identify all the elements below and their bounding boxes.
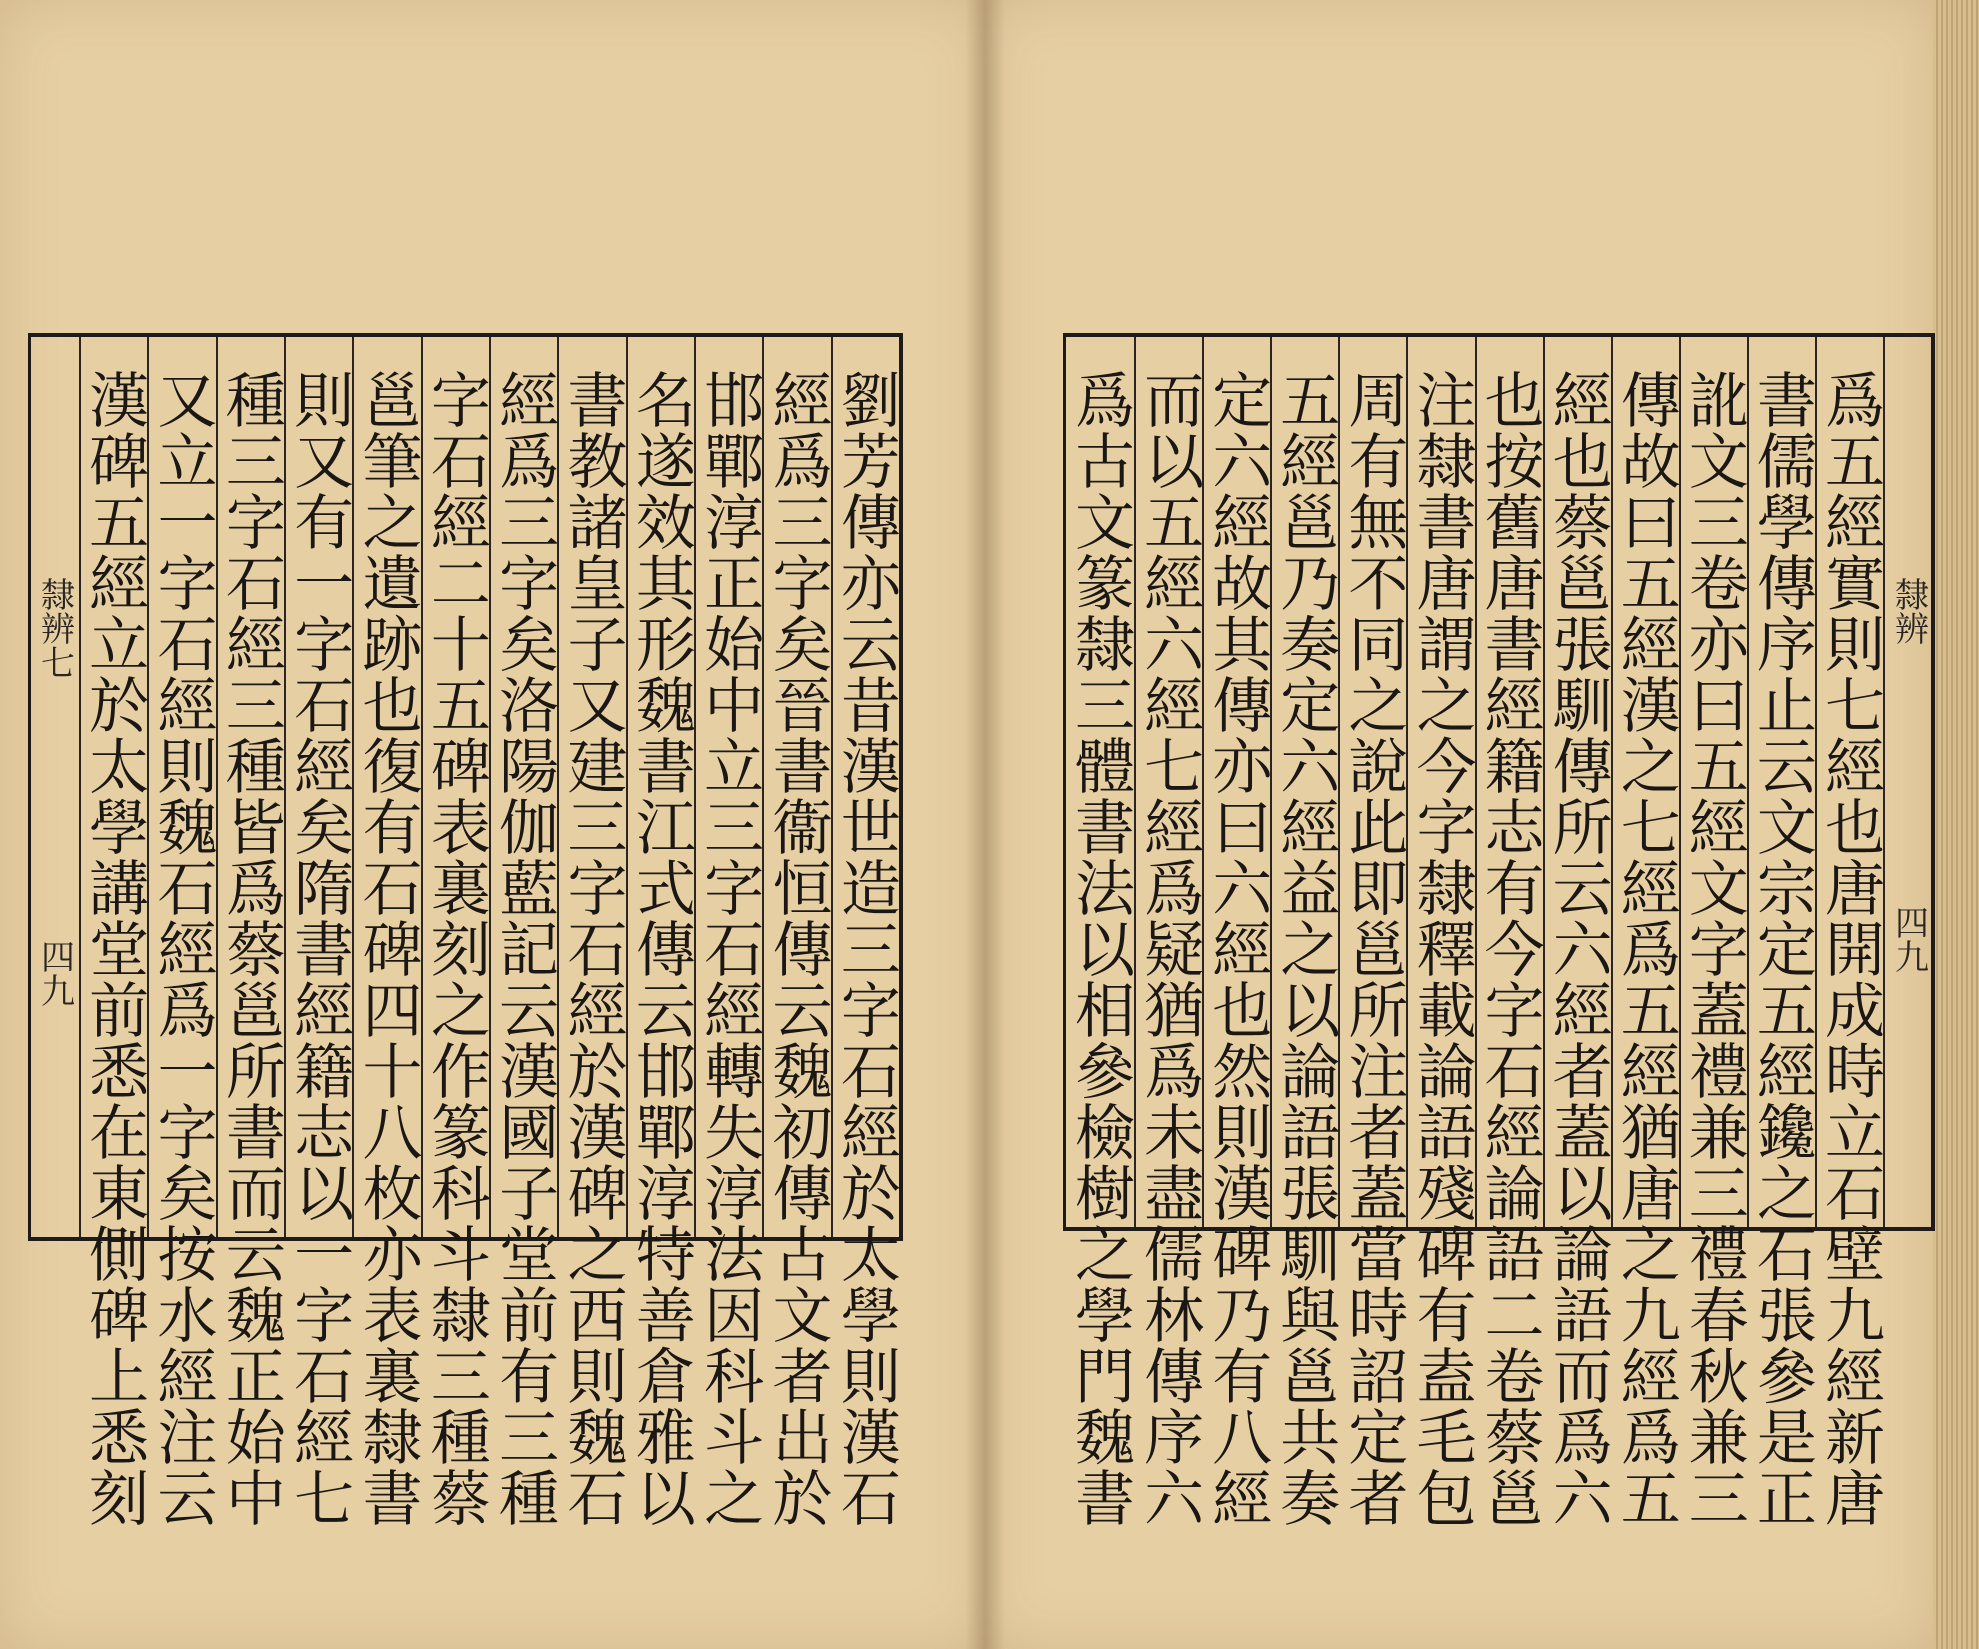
right_page-column-text: 也按舊唐書經籍志有今字石經論語二卷蔡邕 xyxy=(1474,369,1545,1528)
book-gutter xyxy=(965,0,1005,1649)
right_page-column-text: 周有無不同之說此即邕所注者蓋當時詔定者 xyxy=(1338,369,1409,1528)
right_page-text-column xyxy=(1814,337,1885,1528)
right_page-text-column xyxy=(1406,337,1477,1528)
left_page-column-text: 漢碑五經立於太學講堂前悉在東側碑上悉刻 xyxy=(79,369,150,1528)
left_page-text-column xyxy=(762,337,833,1528)
right_page-column-text: 爲五經實則七經也唐開成時立石壁九經新唐 xyxy=(1814,369,1885,1528)
right_page-column-text: 爲古文篆隸三體書法以相參檢樹之學門魏書 xyxy=(1065,369,1136,1528)
left_page-margin-strip xyxy=(31,337,81,1237)
left-text-frame xyxy=(28,333,903,1528)
left_page-text-column xyxy=(557,337,628,1528)
right_page-margin-strip xyxy=(1883,337,1933,1227)
left_page-text-column xyxy=(352,337,423,1528)
left_page-column-text: 邯鄲淳正始中立三字石經轉失淳法因科斗之 xyxy=(694,369,765,1528)
left_page-text-column xyxy=(625,337,696,1528)
right_page-text-column xyxy=(1746,337,1817,1528)
left_page-column-text: 經爲三字矣晉書衞恒傳云魏初傳古文者出於 xyxy=(762,369,833,1528)
right_page-column-text: 定六經故其傳亦曰六經也然則漢碑乃有八經 xyxy=(1202,369,1273,1528)
left_page-page-number: 四九 xyxy=(34,939,75,1007)
right_page-column-text: 經也蔡邕張馴傳所云六經者蓋以論語而爲六 xyxy=(1542,369,1613,1528)
right_page-column-text: 傳故曰五經漢之七經爲五經猶唐之九經爲五 xyxy=(1610,369,1681,1528)
right_page-text-column xyxy=(1270,337,1341,1528)
right-text-frame xyxy=(1063,333,1935,1528)
left_page-column-text: 又立一字石經則魏石經爲一字矣按水經注云 xyxy=(147,369,218,1528)
right_page-column-text: 而以五經六經七經爲疑猶爲未盡儒林傳序六 xyxy=(1134,369,1205,1528)
right_page-text-column xyxy=(1134,337,1205,1528)
left_page-text-column xyxy=(489,337,560,1528)
left_page-column-text: 邕筆之遺跡也復有石碑四十八枚亦表裏隸書 xyxy=(352,369,423,1528)
right_page-column-text: 五經邕乃奏定六經益之以論語張馴與邕共奏 xyxy=(1270,369,1341,1528)
left_page-column-text: 名遂效其形魏書江式傳云邯鄲淳特善倉雅以 xyxy=(625,369,696,1528)
left_page-column-text: 字石經二十五碑表裏刻之作篆科斗隸三種蔡 xyxy=(420,369,491,1528)
right_page-text-column xyxy=(1202,337,1273,1528)
left_page-text-column xyxy=(79,337,150,1528)
left_page-column-text: 書教諸皇子又建三字石經於漢碑之西則魏石 xyxy=(557,369,628,1528)
left_page-margin-title: 隸辨七 xyxy=(34,577,75,679)
right_page-text-column xyxy=(1474,337,1545,1528)
left_page-text-column xyxy=(830,337,901,1528)
left_page-text-column xyxy=(215,337,286,1528)
left_page-text-column xyxy=(284,337,355,1528)
right_page-text-column xyxy=(1065,337,1136,1528)
left_page-text-column xyxy=(420,337,491,1528)
right_page-column-text: 訛文三卷亦曰五經文字蓋禮兼三禮春秋兼三 xyxy=(1678,369,1749,1528)
page-edges xyxy=(1933,0,1979,1649)
left_page-text-column xyxy=(694,337,765,1528)
left_page-text-column xyxy=(147,337,218,1528)
left_page-column-text: 則又有一字石經矣隋書經籍志以一字石經七 xyxy=(284,369,355,1528)
right_page-margin-title: 隸辨 xyxy=(1888,577,1929,645)
right_page-page-number: 四九 xyxy=(1888,905,1929,973)
right_page-text-column xyxy=(1610,337,1681,1528)
left_page-column-text: 劉芳傳亦云昔漢世造三字石經於太學則漢石 xyxy=(830,369,901,1528)
right_page-text-column xyxy=(1338,337,1409,1528)
left_page-column-text: 經爲三字矣洛陽伽藍記云漢國子堂前有三種 xyxy=(489,369,560,1528)
left_page-column-text: 種三字石經三種皆爲蔡邕所書而云魏正始中 xyxy=(215,369,286,1528)
right_page-column-text: 書儒學傳序止云文宗定五經鑱之石張參是正 xyxy=(1746,369,1817,1528)
right_page-text-column xyxy=(1542,337,1613,1528)
right_page-column-text: 注隸書唐謂之今字隸釋載論語殘碑有盍毛包 xyxy=(1406,369,1477,1528)
right_page-text-column xyxy=(1678,337,1749,1528)
